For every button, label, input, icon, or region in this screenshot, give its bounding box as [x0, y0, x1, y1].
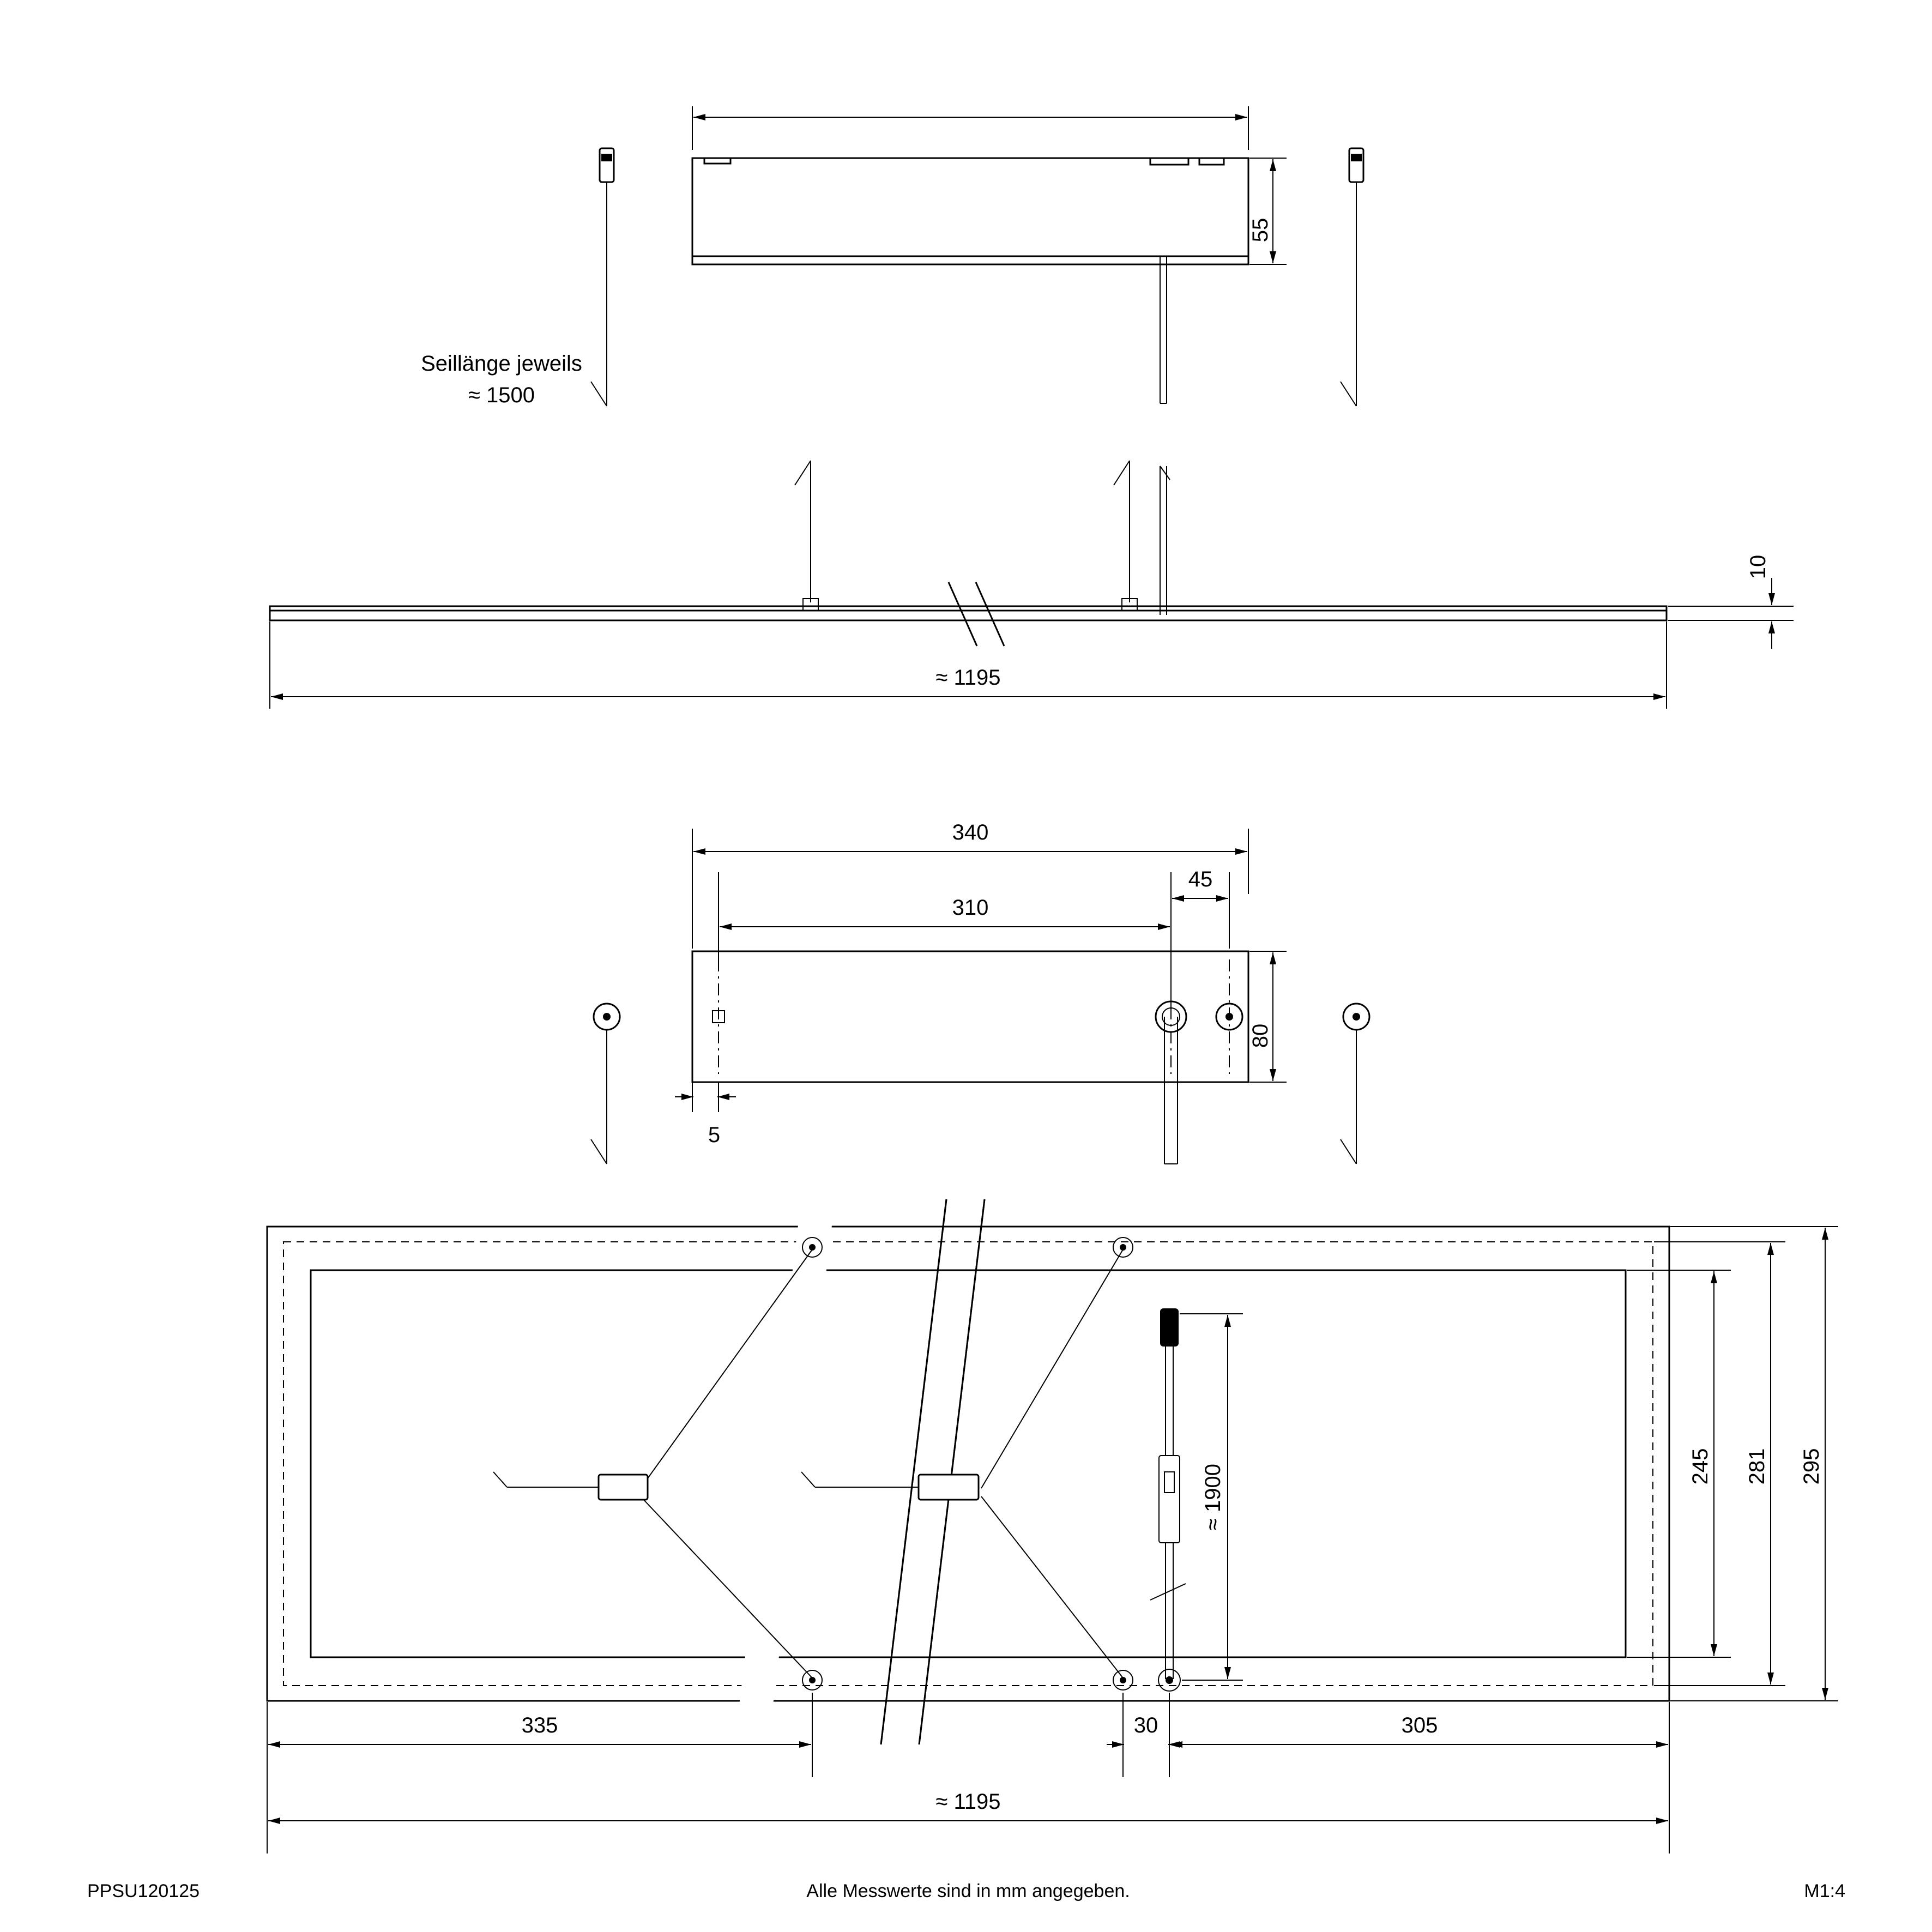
panel-hanger-wires — [795, 461, 1170, 615]
dim-label-cable-length: ≈ 1900 — [1201, 1463, 1225, 1531]
dim-panel-depths — [1627, 1227, 1838, 1701]
scale-label: M1:4 — [1804, 1881, 1845, 1901]
panel-side-elevation-view — [270, 461, 1794, 709]
panel-plan-dashed-frame — [283, 1242, 1653, 1686]
svg-text:5: 5 — [708, 1123, 721, 1147]
svg-text:340: 340 — [952, 820, 989, 844]
canopy-plan-suspension-left — [591, 1004, 620, 1164]
drawing-footer — [87, 1881, 1845, 1901]
panel-plan-view — [267, 1199, 1838, 1853]
dim-canopy-plan-340 — [692, 820, 1248, 949]
dim-label-right-span: 305 — [1401, 1713, 1438, 1737]
panel-profile — [270, 606, 1667, 620]
front-elevation-view — [421, 106, 1363, 407]
dim-label-left-span: 335 — [521, 1713, 558, 1737]
dim-canopy-width-340 — [692, 106, 1248, 150]
canopy-plan-view — [591, 820, 1369, 1164]
dim-canopy-plan-80 — [1248, 951, 1287, 1082]
part-number-label: PPSU120125 — [87, 1881, 200, 1901]
svg-text:80: 80 — [1248, 1023, 1272, 1048]
break-symbol-plan — [734, 1199, 985, 1744]
dim-label-total-length: ≈ 1195 — [935, 1790, 1001, 1814]
dim-panel-thickness-10 — [1668, 555, 1794, 649]
dim-label-gap: 30 — [1133, 1713, 1158, 1737]
panel-cable-assembly-right — [801, 1249, 1123, 1678]
panel-power-cord — [1150, 1308, 1186, 1691]
canopy-plan-body — [692, 951, 1248, 1164]
canopy-plan-suspension-right — [1341, 1004, 1369, 1164]
dim-canopy-plan-310 — [719, 872, 1171, 1014]
break-symbol-side — [949, 582, 1004, 646]
dim-canopy-plan-45 — [1171, 867, 1229, 949]
panel-anchor-points — [802, 1237, 1133, 1690]
svg-text:245: 245 — [1688, 1448, 1712, 1485]
dim-canopy-plan-5 — [675, 1082, 736, 1147]
suspension-note-line2: ≈ 1500 — [468, 383, 535, 407]
dim-panel-plan-bottom — [267, 1693, 1669, 1853]
svg-text:10: 10 — [1746, 554, 1770, 579]
svg-text:310: 310 — [952, 896, 989, 920]
panel-plan-light-area — [311, 1270, 1626, 1657]
suspension-note-line1: Seillänge jeweils — [421, 352, 582, 376]
power-cable-front — [1160, 256, 1167, 403]
dim-panel-length — [270, 621, 1667, 709]
dim-canopy-height-55 — [1248, 158, 1287, 264]
dim-cable-length-1900 — [1180, 1314, 1243, 1680]
suspension-cable-right — [1341, 148, 1363, 406]
suspension-cable-left — [591, 148, 614, 406]
svg-text:295: 295 — [1800, 1448, 1824, 1485]
svg-text:281: 281 — [1745, 1448, 1769, 1485]
units-note: Alle Messwerte sind in mm angegeben. — [806, 1881, 1130, 1901]
dim-label-panel-length: ≈ 1195 — [935, 666, 1001, 690]
svg-text:45: 45 — [1188, 867, 1213, 891]
svg-text:55: 55 — [1248, 218, 1272, 243]
canopy-body — [692, 158, 1248, 264]
panel-plan-outer-frame — [267, 1227, 1669, 1701]
